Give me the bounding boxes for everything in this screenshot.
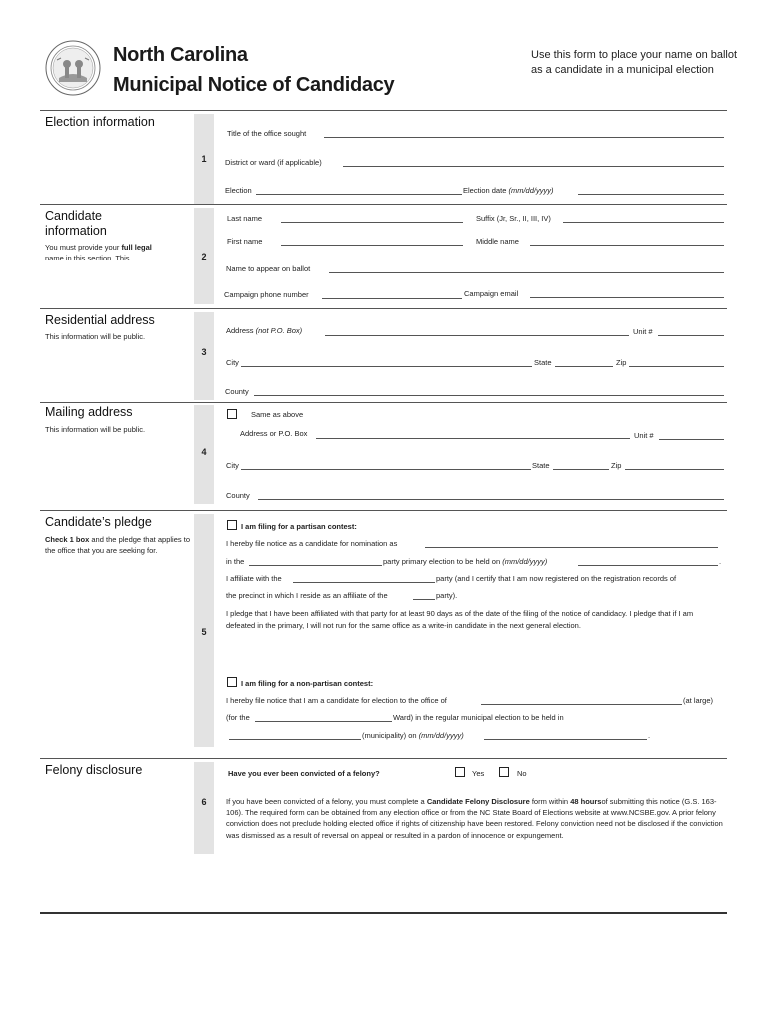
- nonpartisan-checkbox[interactable]: [227, 677, 237, 687]
- office-sought-field[interactable]: [324, 137, 724, 138]
- mail-unit-field[interactable]: [659, 439, 724, 440]
- divider: [40, 308, 727, 309]
- election-date-label: Election date (mm/dd/yyyy): [463, 186, 554, 195]
- middle-name-field[interactable]: [530, 245, 724, 246]
- partisan-line1-label: I hereby file notice as a candidate for nomination as: [226, 539, 398, 548]
- campaign-phone-label: Campaign phone number: [224, 290, 309, 299]
- section-title-mailing: Mailing address: [45, 405, 133, 419]
- partisan-line4-label-b: party).: [436, 591, 458, 600]
- election-field[interactable]: [256, 194, 462, 195]
- affiliate-party-field[interactable]: [293, 582, 435, 583]
- partisan-pledge-text: I pledge that I have been affiliated with that party for at least 90 days as of the date of the filing of the notice of candidacy. I pledge that if I am defeated in the primary, I will not run for the same office as a write-in candidate in the next general election.: [226, 609, 694, 630]
- felony-no-label: No: [517, 769, 527, 778]
- precinct-party-field[interactable]: [413, 599, 435, 600]
- res-city-field[interactable]: [241, 366, 532, 367]
- first-name-label: First name: [227, 237, 263, 246]
- mail-state-label: State: [532, 461, 550, 470]
- mail-unit-label: Unit #: [634, 431, 654, 440]
- nonpartisan-office-field[interactable]: [481, 704, 682, 705]
- section-bar-6: [194, 762, 214, 854]
- partisan-label: I am filing for a partisan contest:: [241, 522, 357, 531]
- section-desc-candidate: You must provide your full legal name in this section. This: [45, 243, 152, 260]
- partisan-line2-label-b: party primary election to be held on (mm/dd/yyyy): [383, 557, 548, 566]
- section-number-5: 5: [201, 627, 207, 637]
- section-desc-mailing: This information will be public.: [45, 425, 146, 434]
- section-title-candidate-line2: information: [45, 224, 107, 238]
- nonpartisan-line2-label-a: (for the: [226, 713, 250, 722]
- partisan-line3-label-a: I affiliate with the: [226, 574, 282, 583]
- office-sought-label: Title of the office sought: [227, 129, 307, 138]
- nonpartisan-label: I am filing for a non-partisan contest:: [241, 679, 374, 688]
- district-field[interactable]: [343, 166, 724, 167]
- nonpartisan-line1-label-b: (at large): [683, 696, 714, 705]
- felony-no-checkbox[interactable]: [499, 767, 509, 777]
- bottom-rule: [40, 912, 727, 914]
- section-title-candidate-line1: Candidate: [45, 209, 102, 223]
- nomination-office-field[interactable]: [425, 547, 718, 548]
- first-name-field[interactable]: [281, 245, 463, 246]
- felony-yes-label: Yes: [472, 769, 485, 778]
- divider: [40, 204, 727, 205]
- res-unit-label: Unit #: [633, 327, 653, 336]
- ballot-name-field[interactable]: [329, 272, 724, 273]
- felony-question: Have you ever been convicted of a felony?: [228, 769, 380, 778]
- same-as-above-label: Same as above: [251, 410, 304, 419]
- res-zip-field[interactable]: [629, 366, 724, 367]
- res-unit-field[interactable]: [658, 335, 724, 336]
- felony-disclosure-text: If you have been convicted of a felony, you must complete a Candidate Felony Disclosure form within 48 hoursof submitting this notice (G.S. 163-106). The required form can be obtained from any election office or from the NC State Board of Elections website at www.NCSBE.gov. A prior felony conviction does not preclude holding elected office if rights of citizenship have been restored. Felony conviction need not be disclosed if the conviction was dismissed as a result of reversal on appeal or resulted in a pardon of innocence or expungement.: [226, 797, 723, 840]
- section-title-residential: Residential address: [45, 313, 155, 327]
- last-name-field[interactable]: [281, 222, 463, 223]
- mail-county-label: County: [226, 491, 250, 500]
- partisan-line4-label-a: the precinct in which I reside as an affiliate of the: [226, 591, 388, 600]
- section-number-1: 1: [201, 154, 207, 164]
- ward-field[interactable]: [255, 721, 392, 722]
- mail-city-label: City: [226, 461, 239, 470]
- form-intro: Use this form to place your name on ballot as a candidate in a municipal election: [531, 49, 738, 76]
- section-number-4: 4: [201, 447, 207, 457]
- res-county-field[interactable]: [254, 395, 724, 396]
- res-zip-label: Zip: [616, 358, 627, 367]
- felony-yes-checkbox[interactable]: [455, 767, 465, 777]
- mail-county-field[interactable]: [258, 499, 724, 500]
- mail-city-field[interactable]: [241, 469, 531, 470]
- mail-zip-label: Zip: [611, 461, 622, 470]
- district-label: District or ward (if applicable): [225, 158, 322, 167]
- res-address-label: Address (not P.O. Box): [226, 326, 303, 335]
- divider: [40, 110, 727, 111]
- ballot-name-label: Name to appear on ballot: [226, 264, 311, 273]
- campaign-email-field[interactable]: [530, 297, 724, 298]
- section-desc-residential: This information will be public.: [45, 332, 146, 341]
- nonpartisan-line3-label-c: .: [648, 731, 651, 740]
- partisan-checkbox[interactable]: [227, 520, 237, 530]
- campaign-phone-field[interactable]: [322, 298, 462, 299]
- section-number-2: 2: [201, 252, 207, 262]
- partisan-line2-label-a: in the: [226, 557, 245, 566]
- divider: [40, 402, 727, 403]
- res-city-label: City: [226, 358, 239, 367]
- section-title-felony: Felony disclosure: [45, 763, 143, 777]
- mail-address-field[interactable]: [316, 438, 630, 439]
- nonpartisan-date-field[interactable]: [484, 739, 647, 740]
- res-address-field[interactable]: [325, 335, 629, 336]
- municipality-field[interactable]: [229, 739, 361, 740]
- election-label: Election: [225, 186, 252, 195]
- section-title-pledge: Candidate’s pledge: [45, 515, 152, 529]
- period-mark: .: [719, 557, 722, 566]
- nonpartisan-line1-label-a: I hereby file notice that I am a candidate for election to the office of: [226, 696, 447, 705]
- middle-name-label: Middle name: [476, 237, 519, 246]
- last-name-label: Last name: [227, 214, 263, 223]
- partisan-line3-label-b: party (and I certify that I am now registered on the registration records of: [436, 574, 677, 583]
- same-as-above-checkbox[interactable]: [227, 409, 237, 419]
- mail-address-label: Address or P.O. Box: [240, 429, 308, 438]
- mail-state-field[interactable]: [553, 469, 609, 470]
- divider: [40, 758, 727, 759]
- suffix-field[interactable]: [563, 222, 724, 223]
- nc-state-seal: [45, 40, 101, 96]
- section-title-election: Election information: [45, 115, 155, 129]
- res-state-field[interactable]: [555, 366, 613, 367]
- form-title-line1: North Carolina: [113, 44, 248, 66]
- nonpartisan-line3-label-a: (municipality) on (mm/dd/yyyy): [362, 731, 464, 740]
- mail-zip-field[interactable]: [625, 469, 724, 470]
- divider: [40, 510, 727, 511]
- res-state-label: State: [534, 358, 552, 367]
- nonpartisan-line2-label-b: Ward) in the regular municipal election to be held in: [393, 713, 564, 722]
- primary-party-field[interactable]: [249, 565, 382, 566]
- section-number-6: 6: [201, 797, 207, 807]
- campaign-email-label: Campaign email: [464, 289, 519, 298]
- primary-date-field[interactable]: [578, 565, 718, 566]
- res-county-label: County: [225, 387, 249, 396]
- section-desc-pledge: Check 1 box and the pledge that applies to the office that you are seeking for.: [45, 535, 190, 555]
- form-title-line2: Municipal Notice of Candidacy: [113, 74, 395, 96]
- section-number-3: 3: [201, 347, 207, 357]
- election-date-field[interactable]: [578, 194, 724, 195]
- suffix-label: Suffix (Jr, Sr., II, III, IV): [476, 214, 551, 223]
